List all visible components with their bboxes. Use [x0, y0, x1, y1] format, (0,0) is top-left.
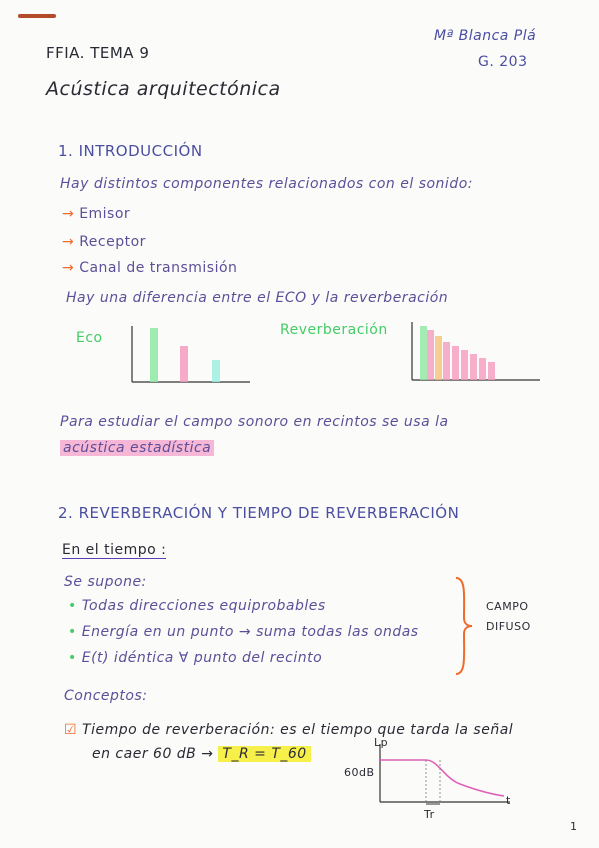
top-mark — [18, 14, 56, 18]
eco-label: Eco — [76, 330, 103, 346]
arrow-right-icon: → — [62, 260, 75, 276]
campo-label: CAMPO — [486, 600, 529, 613]
eco-bar-1 — [150, 328, 158, 382]
list-item-emisor: → Emisor — [62, 206, 131, 222]
tr-formula: T_R = T_60 — [218, 746, 310, 762]
section-1-heading: 1. INTRODUCCIÓN — [58, 142, 203, 160]
bullet-1: • Todas direcciones equiprobables — [68, 598, 326, 614]
study-line: Para estudiar el campo sonoro en recintos se usa la — [60, 414, 449, 430]
reverb-bar-8 — [479, 358, 486, 380]
bullet-dot-icon: • — [68, 624, 77, 640]
subheading-tiempo: En el tiempo : — [62, 542, 167, 558]
list-item-receptor: → Receptor — [62, 234, 146, 250]
author: Mª Blanca Plá — [434, 28, 537, 44]
reverb-bar-3 — [435, 336, 442, 380]
difuso-label: DIFUSO — [486, 620, 531, 633]
eco-bar-2 — [180, 346, 188, 382]
graph-tr-label: Tr — [424, 808, 435, 821]
difference-line: Hay una diferencia entre el ECO y la reverberación — [66, 290, 449, 306]
bullet-2: • Energía en un punto → suma todas las ondas — [68, 624, 419, 640]
arrow-right-icon: → — [62, 234, 75, 250]
reverb-bar-2 — [427, 330, 434, 380]
reverb-bar-7 — [470, 354, 477, 380]
reverb-bar-5 — [452, 346, 459, 380]
bullet-dot-icon: • — [68, 650, 77, 666]
tr-definition-2: en caer 60 dB → T_R = T_60 — [92, 746, 311, 762]
decay-curve — [380, 760, 504, 796]
eco-bar-3 — [212, 360, 220, 382]
title-line-2: Acústica arquitectónica — [46, 78, 281, 100]
reverb-bar-1 — [420, 326, 427, 380]
arrow-right-icon: → — [62, 206, 75, 222]
checkbox-icon: ☑ — [64, 722, 78, 738]
study-highlight-row — [60, 440, 214, 456]
section-1-intro: Hay distintos componentes relacionados con el sonido: — [60, 176, 473, 192]
eco-sketch — [120, 322, 260, 392]
study-highlight: acústica estadística — [60, 440, 214, 456]
list-item-canal: → Canal de transmisión — [62, 260, 238, 276]
reverb-label: Reverberación — [280, 322, 388, 338]
section-2-heading: 2. REVERBERACIÓN Y TIEMPO DE REVERBERACIÓN — [58, 504, 460, 522]
bullet-3: • E(t) idéntica ∀ punto del recinto — [68, 650, 323, 666]
reverb-bar-9 — [488, 362, 495, 380]
bullet-dot-icon: • — [68, 598, 77, 614]
tr-definition-1: ☑ Tiempo de reverberación: es el tiempo que tarda la señal — [64, 722, 514, 738]
brace-icon — [452, 576, 476, 676]
reverb-bar-4 — [443, 342, 450, 380]
assume-line: Se supone: — [64, 574, 147, 590]
graph-60db-label: 60dB — [344, 766, 375, 779]
reverb-bar-6 — [461, 350, 468, 380]
graph-t-label: t — [506, 794, 511, 807]
title-line-1: FFIA. TEMA 9 — [46, 44, 150, 62]
page-number: 1 — [570, 820, 578, 833]
graph-lp-label: Lp — [374, 736, 389, 749]
group: G. 203 — [478, 54, 528, 70]
reverb-sketch — [400, 318, 550, 390]
conceptos-line: Conceptos: — [64, 688, 148, 704]
